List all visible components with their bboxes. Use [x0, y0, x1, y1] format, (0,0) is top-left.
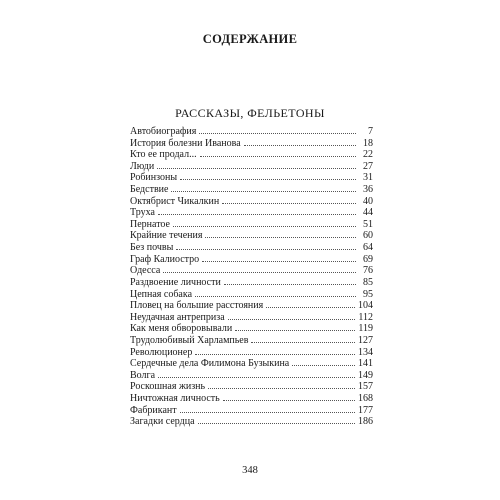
toc-entry-title: Фабрикант	[130, 404, 177, 416]
toc-entry	[130, 264, 373, 276]
toc-entry	[130, 218, 373, 230]
toc-entry-title: Автобиография	[130, 126, 197, 137]
dot-leader	[235, 322, 355, 331]
toc-entry	[130, 276, 373, 288]
dot-leader	[198, 415, 355, 424]
toc-entry	[130, 160, 373, 172]
toc-entry-page: 157	[358, 381, 373, 393]
toc-entry-title: Люди	[130, 160, 155, 172]
toc-entry-title: Цепная собака	[130, 288, 193, 300]
dot-leader	[244, 137, 356, 146]
toc-entry-title: Бедствие	[130, 184, 169, 196]
toc-entry-title: Ничтожная личность	[130, 393, 220, 405]
toc-entry	[130, 137, 373, 149]
dot-leader	[224, 276, 356, 285]
toc-entry	[130, 148, 373, 160]
toc-entry	[130, 206, 373, 218]
toc-entry-title: Революционер	[130, 346, 193, 358]
dot-leader	[195, 346, 355, 355]
toc-entry	[130, 311, 373, 323]
toc-entry	[130, 415, 373, 427]
toc-entry-page: 127	[358, 334, 373, 346]
toc-entry-title: Кто ее продал...	[130, 149, 197, 161]
toc-entry-page: 64	[363, 242, 373, 254]
dot-leader	[205, 229, 356, 238]
toc-entry-title: Октябрист Чикалкин	[130, 195, 220, 207]
table-of-contents	[130, 125, 373, 427]
toc-entry-page: 76	[363, 265, 373, 277]
toc-entry	[130, 346, 373, 358]
toc-entry-title: Без почвы	[130, 242, 174, 254]
dot-leader	[158, 206, 356, 215]
dot-leader	[180, 171, 356, 180]
toc-entry-title: Робинзоны	[130, 172, 178, 184]
toc-entry-page: 134	[358, 346, 373, 358]
toc-entry-title: Как меня обворовывали	[130, 323, 233, 335]
toc-entry-page: 149	[358, 369, 373, 381]
toc-entry	[130, 288, 373, 300]
toc-entry-page: 119	[358, 323, 373, 335]
dot-leader	[266, 299, 355, 308]
toc-entry-page: 69	[363, 253, 373, 265]
toc-entry-page: 7	[368, 126, 373, 137]
dot-leader	[199, 125, 356, 134]
toc-entry	[130, 241, 373, 253]
toc-entry-page: 112	[358, 311, 373, 323]
dot-leader	[208, 380, 355, 389]
toc-entry-page: 104	[358, 300, 373, 312]
toc-entry-title: Пернатое	[130, 218, 170, 230]
page-title: СОДЕРЖАНИЕ	[202, 32, 298, 46]
toc-entry-page: 60	[363, 230, 373, 242]
toc-entry-page: 186	[358, 416, 373, 428]
dot-leader	[171, 183, 356, 192]
toc-entry-title: Волга	[130, 369, 156, 381]
toc-entry-page: 95	[363, 288, 373, 300]
toc-entry	[130, 322, 373, 334]
dot-leader	[158, 369, 355, 378]
toc-entry-page: 141	[358, 358, 373, 370]
dot-leader	[222, 195, 356, 204]
toc-entry	[130, 380, 373, 392]
dot-leader	[202, 253, 356, 262]
page-number: 348	[242, 465, 258, 476]
toc-entry	[130, 334, 373, 346]
dot-leader	[163, 264, 356, 273]
toc-entry-page: 51	[363, 218, 373, 230]
dot-leader	[228, 311, 356, 320]
toc-entry-title: Раздвоение личности	[130, 276, 221, 288]
toc-entry-page: 27	[363, 160, 373, 172]
toc-entry	[130, 229, 373, 241]
toc-entry-title: Неудачная антреприза	[130, 311, 225, 323]
dot-leader	[176, 241, 356, 250]
dot-leader	[223, 392, 355, 401]
toc-entry-page: 36	[363, 184, 373, 196]
toc-entry-title: История болезни Иванова	[130, 137, 241, 149]
toc-entry	[130, 195, 373, 207]
dot-leader	[251, 334, 355, 343]
toc-entry	[130, 369, 373, 381]
dot-leader	[180, 404, 355, 413]
toc-entry	[130, 392, 373, 404]
toc-entry	[130, 183, 373, 195]
toc-entry-page: 22	[363, 149, 373, 161]
toc-entry-title: Одесса	[130, 265, 161, 277]
dot-leader	[157, 160, 356, 169]
toc-entry-page: 44	[363, 207, 373, 219]
toc-entry-title: Сердечные дела Филимона Бузыкина	[130, 358, 290, 370]
toc-entry	[130, 299, 373, 311]
toc-entry-page: 31	[363, 172, 373, 184]
toc-entry	[130, 253, 373, 265]
toc-entry-page: 168	[358, 393, 373, 405]
toc-entry-title: Трудолюбивый Харлампьев	[130, 334, 249, 346]
dot-leader	[173, 218, 356, 227]
dot-leader	[195, 288, 356, 297]
toc-entry-title: Пловец на большие расстояния	[130, 300, 264, 312]
toc-entry	[130, 171, 373, 183]
toc-entry	[130, 404, 373, 416]
toc-entry	[130, 125, 373, 137]
toc-entry-page: 40	[363, 195, 373, 207]
dot-leader	[200, 148, 356, 157]
toc-entry-title: Граф Калиостро	[130, 253, 200, 265]
toc-entry-title: Труха	[130, 207, 155, 219]
toc-entry-title: Загадки сердца	[130, 416, 195, 428]
toc-entry-title: Роскошная жизнь	[130, 381, 206, 393]
toc-entry-page: 177	[358, 404, 373, 416]
toc-entry-title: Крайние течения	[130, 230, 203, 242]
toc-entry-page: 18	[363, 137, 373, 149]
dot-leader	[292, 357, 355, 366]
toc-entry-page: 85	[363, 276, 373, 288]
toc-entry	[130, 357, 373, 369]
section-title: РАССКАЗЫ, ФЕЛЬЕТОНЫ	[175, 106, 325, 120]
